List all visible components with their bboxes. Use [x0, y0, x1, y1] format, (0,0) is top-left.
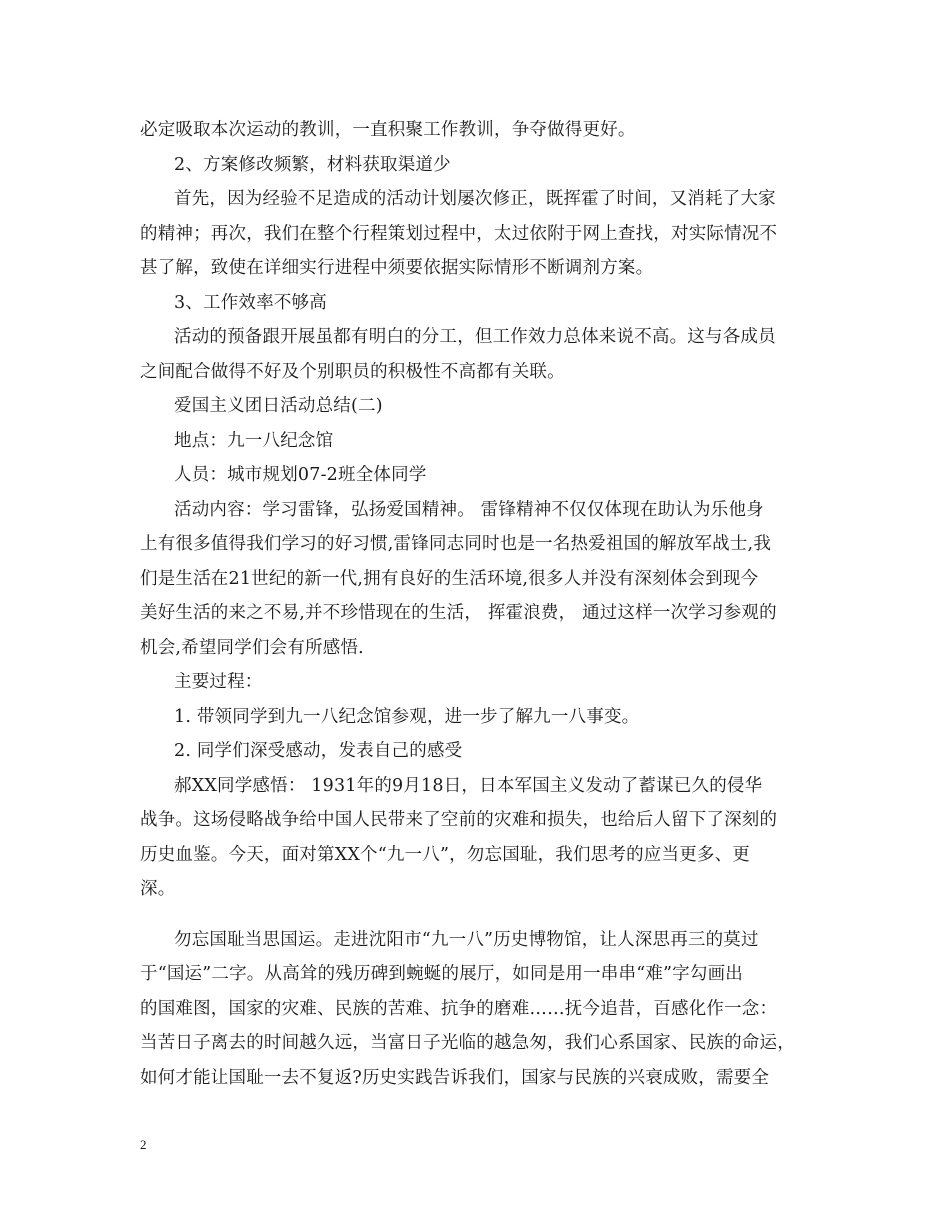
document-body — [140, 113, 826, 1095]
list-item: 1. 带领同学到九一八纪念馆参观，进一步了解九一八事变。 — [174, 706, 640, 727]
text-line: 机会,希望同学们会有所感悟. — [140, 637, 364, 658]
text-line: 的国难图，国家的灾难、民族的苦难、抗争的磨难……抚今追昔，百感化作一念： — [140, 998, 778, 1019]
participants-line: 人员：城市规划07-2班全体同学 — [174, 465, 427, 485]
section-heading: 3、工作效率不够高 — [174, 292, 327, 313]
paragraph-line: 勿忘国耻当思国运。走进沈阳市“九一八”历史博物馆，让人深思再三的莫过 — [174, 929, 759, 950]
page-number: 2 — [140, 1137, 147, 1152]
paragraph-line: 首先，因为经验不足造成的活动计划屡次修正，既挥霍了时间，又消耗了大家 — [174, 189, 776, 209]
paragraph-line: 活动内容：学习雷锋，弘扬爱国精神。 雷锋精神不仅仅体现在助认为乐他身 — [174, 499, 764, 520]
paragraph-line: 郝XX同学感悟： 1931年的9月18日，日本军国主义发动了蓄谋已久的侵华 — [174, 775, 763, 796]
location-line: 地点：九一八纪念馆 — [174, 430, 334, 451]
text-line: 当苦日子离去的时间越久远，当富日子光临的越急匆，我们心系国家、民族的命运， — [140, 1033, 795, 1053]
text-line: 必定吸取本次运动的教训，一直积聚工作教训，争夺做得更好。 — [140, 120, 636, 140]
text-line: 历史血鉴。今天，面对第XX个“九一八”，勿忘国耻，我们思考的应当更多、更 — [140, 844, 751, 865]
paragraph-line: 活动的预备跟开展虽都有明白的分工，但工作效力总体来说不高。这与各成员 — [174, 327, 776, 347]
list-item: 2. 同学们深受感动，发表自己的感受 — [174, 741, 463, 761]
text-line: 们是生活在21世纪的新一代,拥有良好的生活环境,很多人并没有深刻体会到现今 — [140, 568, 759, 589]
section-heading: 主要过程： — [174, 672, 263, 692]
text-line: 战争。这场侵略战争给中国人民带来了空前的灾难和损失，也给后人留下了深刻的 — [140, 810, 778, 830]
text-line: 于“国运”二字。从高耸的残历碑到蜿蜒的展厅，如同是用一串串“难”字勾画出 — [140, 964, 743, 984]
text-line: 上有很多值得我们学习的好习惯,雷锋同志同时也是一名热爱祖国的解放军战士,我 — [140, 534, 772, 554]
section-heading: 2、方案修改频繁，材料获取渠道少 — [174, 154, 451, 175]
document-title: 爱国主义团日活动总结(二) — [174, 396, 383, 416]
text-line: 的精神；再次，我们在整个行程策划过程中，太过依附于网上查找，对实际情况不 — [140, 223, 778, 244]
text-line: 如何才能让国耻一去不复返?历史实践告诉我们，国家与民族的兴衰成败，需要全 — [140, 1067, 770, 1088]
text-line: 之间配合做得不好及个别职员的积极性不高都有关联。 — [140, 361, 565, 382]
text-line: 深。 — [140, 879, 176, 899]
text-line: 甚了解，致使在详细实行进程中须要依据实际情形不断调剂方案。 — [140, 258, 654, 278]
text-line: 美好生活的来之不易,并不珍惜现在的生活， 挥霍浪费， 通过这样一次学习参观的 — [140, 603, 777, 623]
